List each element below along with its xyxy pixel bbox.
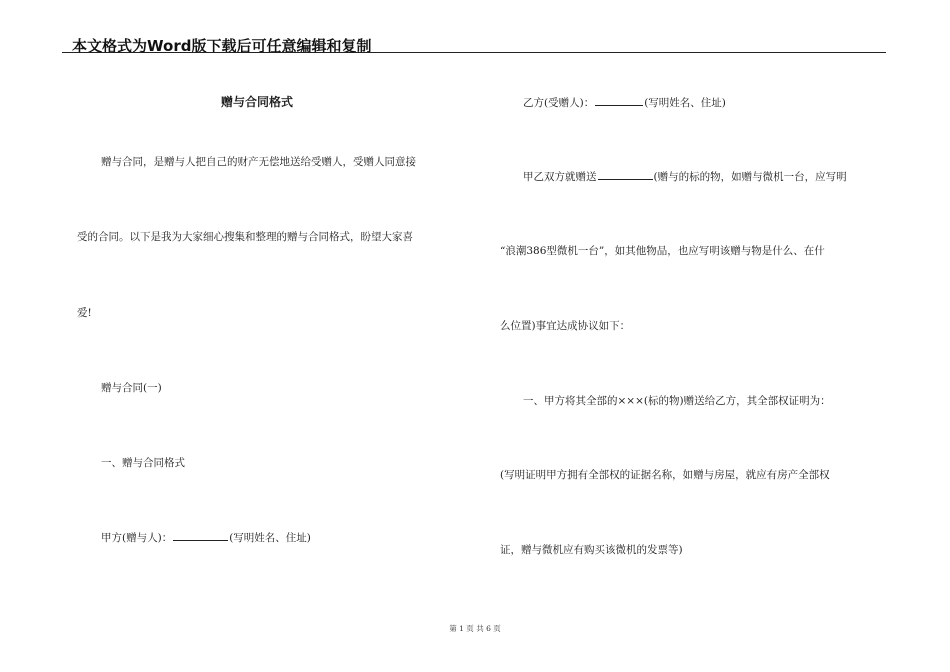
intro-line-1: 赠与合同，是赠与人把自己的财产无偿地送给受赠人，受赠人同意接 xyxy=(101,156,416,168)
clause-1-line-1: 一、甲方将其全部的×××(标的物)赠送给乙方，其全部权证明为： xyxy=(523,395,831,407)
clause-1-line-3: 证，赠与微机应有购买该微机的发票等) xyxy=(500,544,683,556)
header-divider xyxy=(62,52,886,53)
section-heading: 赠与合同(一) xyxy=(101,382,162,394)
party-a-note: (写明姓名、住址) xyxy=(229,532,311,544)
gift-line-1-suffix: (赠与的标的物，如赠与微机一台，应写明 xyxy=(653,171,847,183)
party-a-blank xyxy=(173,529,228,541)
gift-line-2: “浪潮386型微机一台”，如其他物品，也应写明该赠与物是什么、在什 xyxy=(500,245,825,257)
party-a-label: 甲方(赠与人)： xyxy=(101,532,173,544)
header-title: 本文格式为Word版下载后可任意编辑和复制 xyxy=(72,37,372,55)
party-a-line xyxy=(101,529,311,545)
gift-line-3: 么位置)事宜达成协议如下： xyxy=(500,320,631,332)
party-b-note: (写明姓名、住址) xyxy=(644,97,726,109)
intro-line-2: 受的合同。以下是我为大家细心搜集和整理的赠与合同格式，盼望大家喜 xyxy=(77,231,413,243)
clause-1-line-2: (写明证明甲方拥有全部权的证据名称，如赠与房屋，就应有房产全部权 xyxy=(500,469,830,481)
intro-line-3: 爱! xyxy=(77,307,92,319)
party-b-label: 乙方(受赠人)： xyxy=(523,97,595,109)
subheading: 一、赠与合同格式 xyxy=(101,457,185,469)
party-b-line xyxy=(523,94,726,110)
party-b-blank xyxy=(595,94,643,106)
gift-line-1 xyxy=(523,168,847,184)
document-title: 赠与合同格式 xyxy=(221,95,294,109)
gift-blank xyxy=(598,168,653,180)
gift-line-1-prefix: 甲乙双方就赠送 xyxy=(523,171,597,183)
page-indicator: 第 1 页 共 6 页 xyxy=(449,624,501,633)
